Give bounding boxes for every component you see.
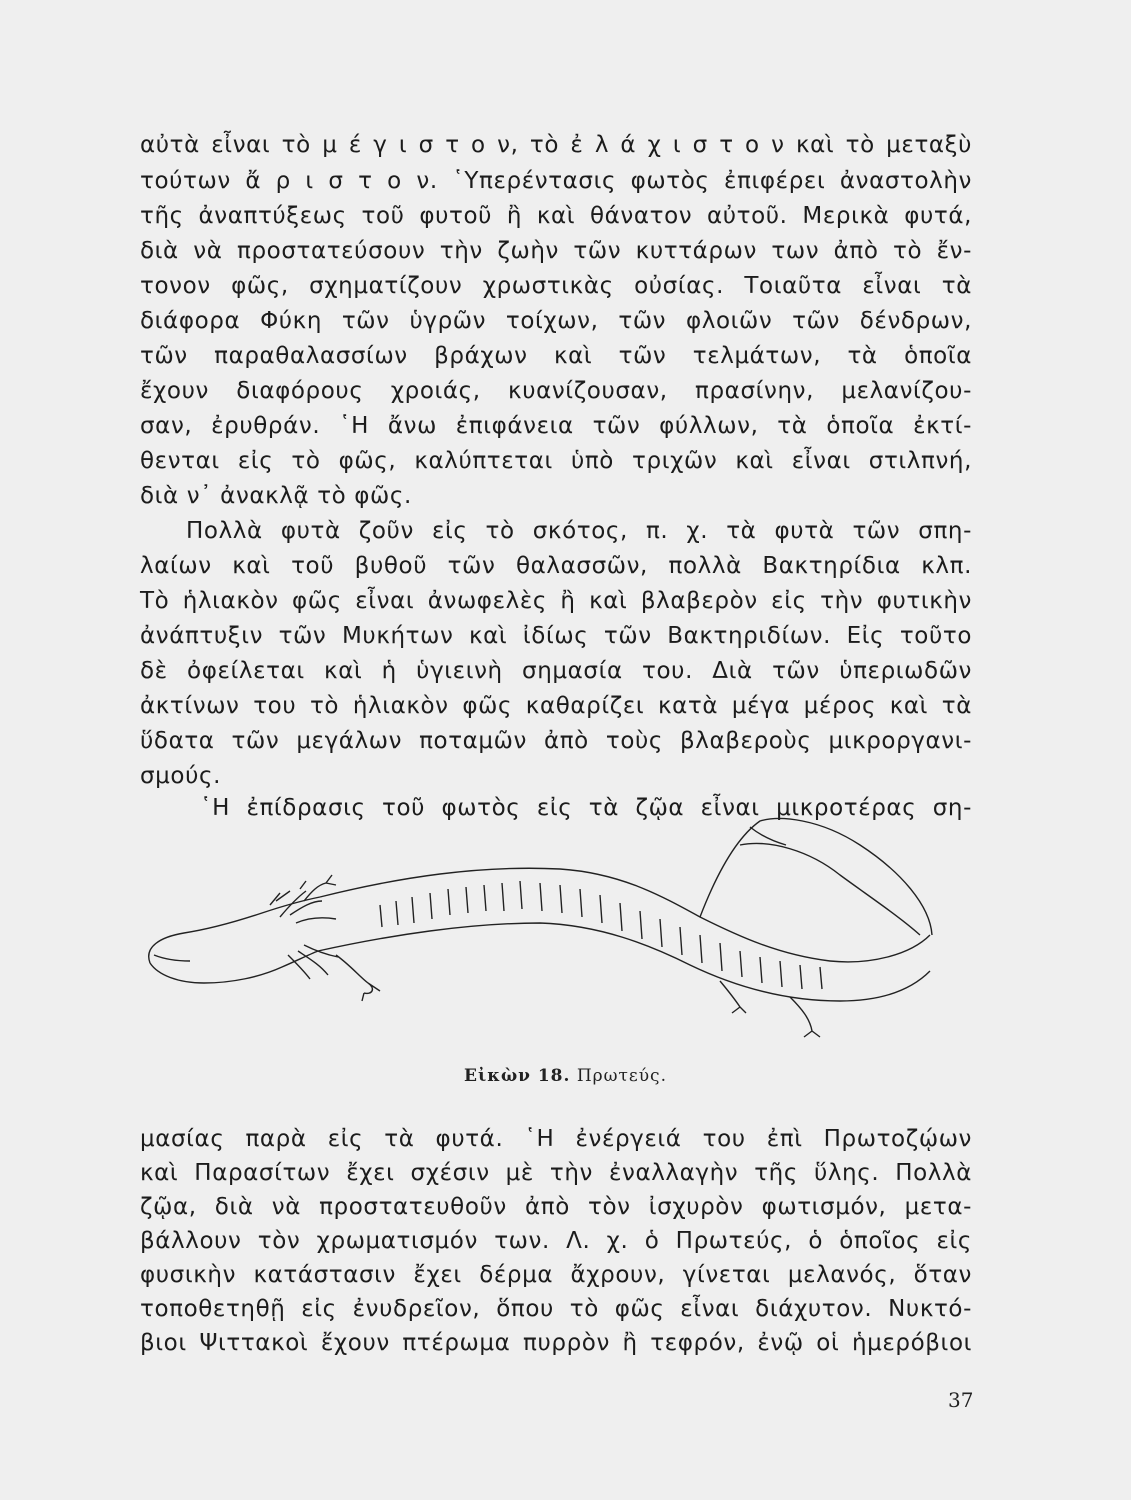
text-line: διὰ νὰ προστατεύσουν τὴν ζωὴν τῶν κυττάρων των ἀπὸ τὸ ἔν- (140, 238, 972, 264)
text-line: τῶν παραθαλασσίων βράχων καὶ τῶν τελμάτων, τὰ ὁποῖα (140, 343, 972, 369)
text-line: Πολλὰ φυτὰ ζοῦν εἰς τὸ σκότος, π. χ. τὰ φυτὰ τῶν σπη- (186, 518, 972, 544)
caption-label: Εἰκὼν 18. (464, 1066, 571, 1086)
text-line: τονον φῶς, σχηματίζουν χρωστικὰς οὐσίας. Τοιαῦτα εἶναι τὰ (140, 273, 972, 299)
text-line: βάλλουν τὸν χρωματισμόν των. Λ. χ. ὁ Πρωτεύς, ὁ ὁποῖος εἰς (140, 1228, 972, 1254)
text-line: σαν, ἐρυθράν. ῾Η ἄνω ἐπιφάνεια τῶν φύλλων, τὰ ὁποῖα ἐκτί- (140, 413, 972, 439)
text-line: καὶ Παρασίτων ἔχει σχέσιν μὲ τὴν ἐναλλαγὴν τῆς ὕλης. Πολλὰ (140, 1160, 972, 1186)
text-line: δὲ ὀφείλεται καὶ ἡ ὑγιεινὴ σημασία του. Διὰ τῶν ὑπεριωδῶν (140, 658, 972, 684)
text-line: αὐτὰ εἶναι τὸ μ έ γ ι σ τ ο ν, τὸ ἐ λ ά χ ι σ τ ο ν καὶ τὸ μεταξὺ (140, 132, 972, 158)
text-line: τοποθετηθῇ εἰς ἐνυδρεῖον, ὅπου τὸ φῶς εἶναι διάχυτον. Νυκτό- (140, 1296, 972, 1322)
text-line: τούτων ἄ ρ ι σ τ ο ν. ῾Υπερέντασις φωτὸς ἐπιφέρει ἀναστολὴν (140, 168, 972, 194)
figure-caption (0, 1066, 1131, 1086)
text-line: φυσικὴν κατάστασιν ἔχει δέρμα ἄχρουν, γίνεται μελανός, ὅταν (140, 1262, 972, 1288)
text-line: ῾Η ἐπίδρασις τοῦ φωτὸς εἰς τὰ ζῷα εἶναι μικροτέρας ση- (200, 795, 972, 821)
text-line: σμούς. (140, 763, 222, 789)
proteus-illustration (140, 805, 970, 1050)
text-line: λαίων καὶ τοῦ βυθοῦ τῶν θαλασσῶν, πολλὰ Βακτηρίδια κλπ. (140, 553, 972, 579)
text-line: τῆς ἀναπτύξεως τοῦ φυτοῦ ἢ καὶ θάνατον αὐτοῦ. Μερικὰ φυτά, (140, 203, 972, 229)
text-line: ἀκτίνων του τὸ ἡλιακὸν φῶς καθαρίζει κατὰ μέγα μέρος καὶ τὰ (140, 693, 972, 719)
text-line: Τὸ ἡλιακὸν φῶς εἶναι ἀνωφελὲς ἢ καὶ βλαβερὸν εἰς τὴν φυτικὴν (140, 588, 972, 614)
text-line: ὕδατα τῶν μεγάλων ποταμῶν ἀπὸ τοὺς βλαβεροὺς μικροργανι- (140, 728, 972, 754)
text-line: βιοι Ψιττακοὶ ἔχουν πτέρωμα πυρρὸν ἢ τεφρόν, ἐνῷ οἱ ἡμερόβιοι (140, 1330, 972, 1356)
page-number: 37 (948, 1388, 974, 1412)
caption-text: Πρωτεύς. (576, 1066, 667, 1086)
text-line: διὰ ν᾿ ἀνακλᾷ τὸ φῶς. (140, 483, 412, 509)
text-line: διάφορα Φύκη τῶν ὑγρῶν τοίχων, τῶν φλοιῶν τῶν δένδρων, (140, 308, 972, 334)
text-line: μασίας παρὰ εἰς τὰ φυτά. ῾Η ἐνέργειά του ἐπὶ Πρωτοζῴων (140, 1126, 972, 1152)
text-line: θενται εἰς τὸ φῶς, καλύπτεται ὑπὸ τριχῶν καὶ εἶναι στιλπνή, (140, 448, 972, 474)
text-line: ἀνάπτυξιν τῶν Μυκήτων καὶ ἰδίως τῶν Βακτηριδίων. Εἰς τοῦτο (140, 623, 972, 649)
text-line: ζῷα, διὰ νὰ προστατευθοῦν ἀπὸ τὸν ἰσχυρὸν φωτισμόν, μετα- (140, 1194, 972, 1220)
text-line: ἔχουν διαφόρους χροιάς, κυανίζουσαν, πρασίνην, μελανίζου- (140, 378, 972, 404)
